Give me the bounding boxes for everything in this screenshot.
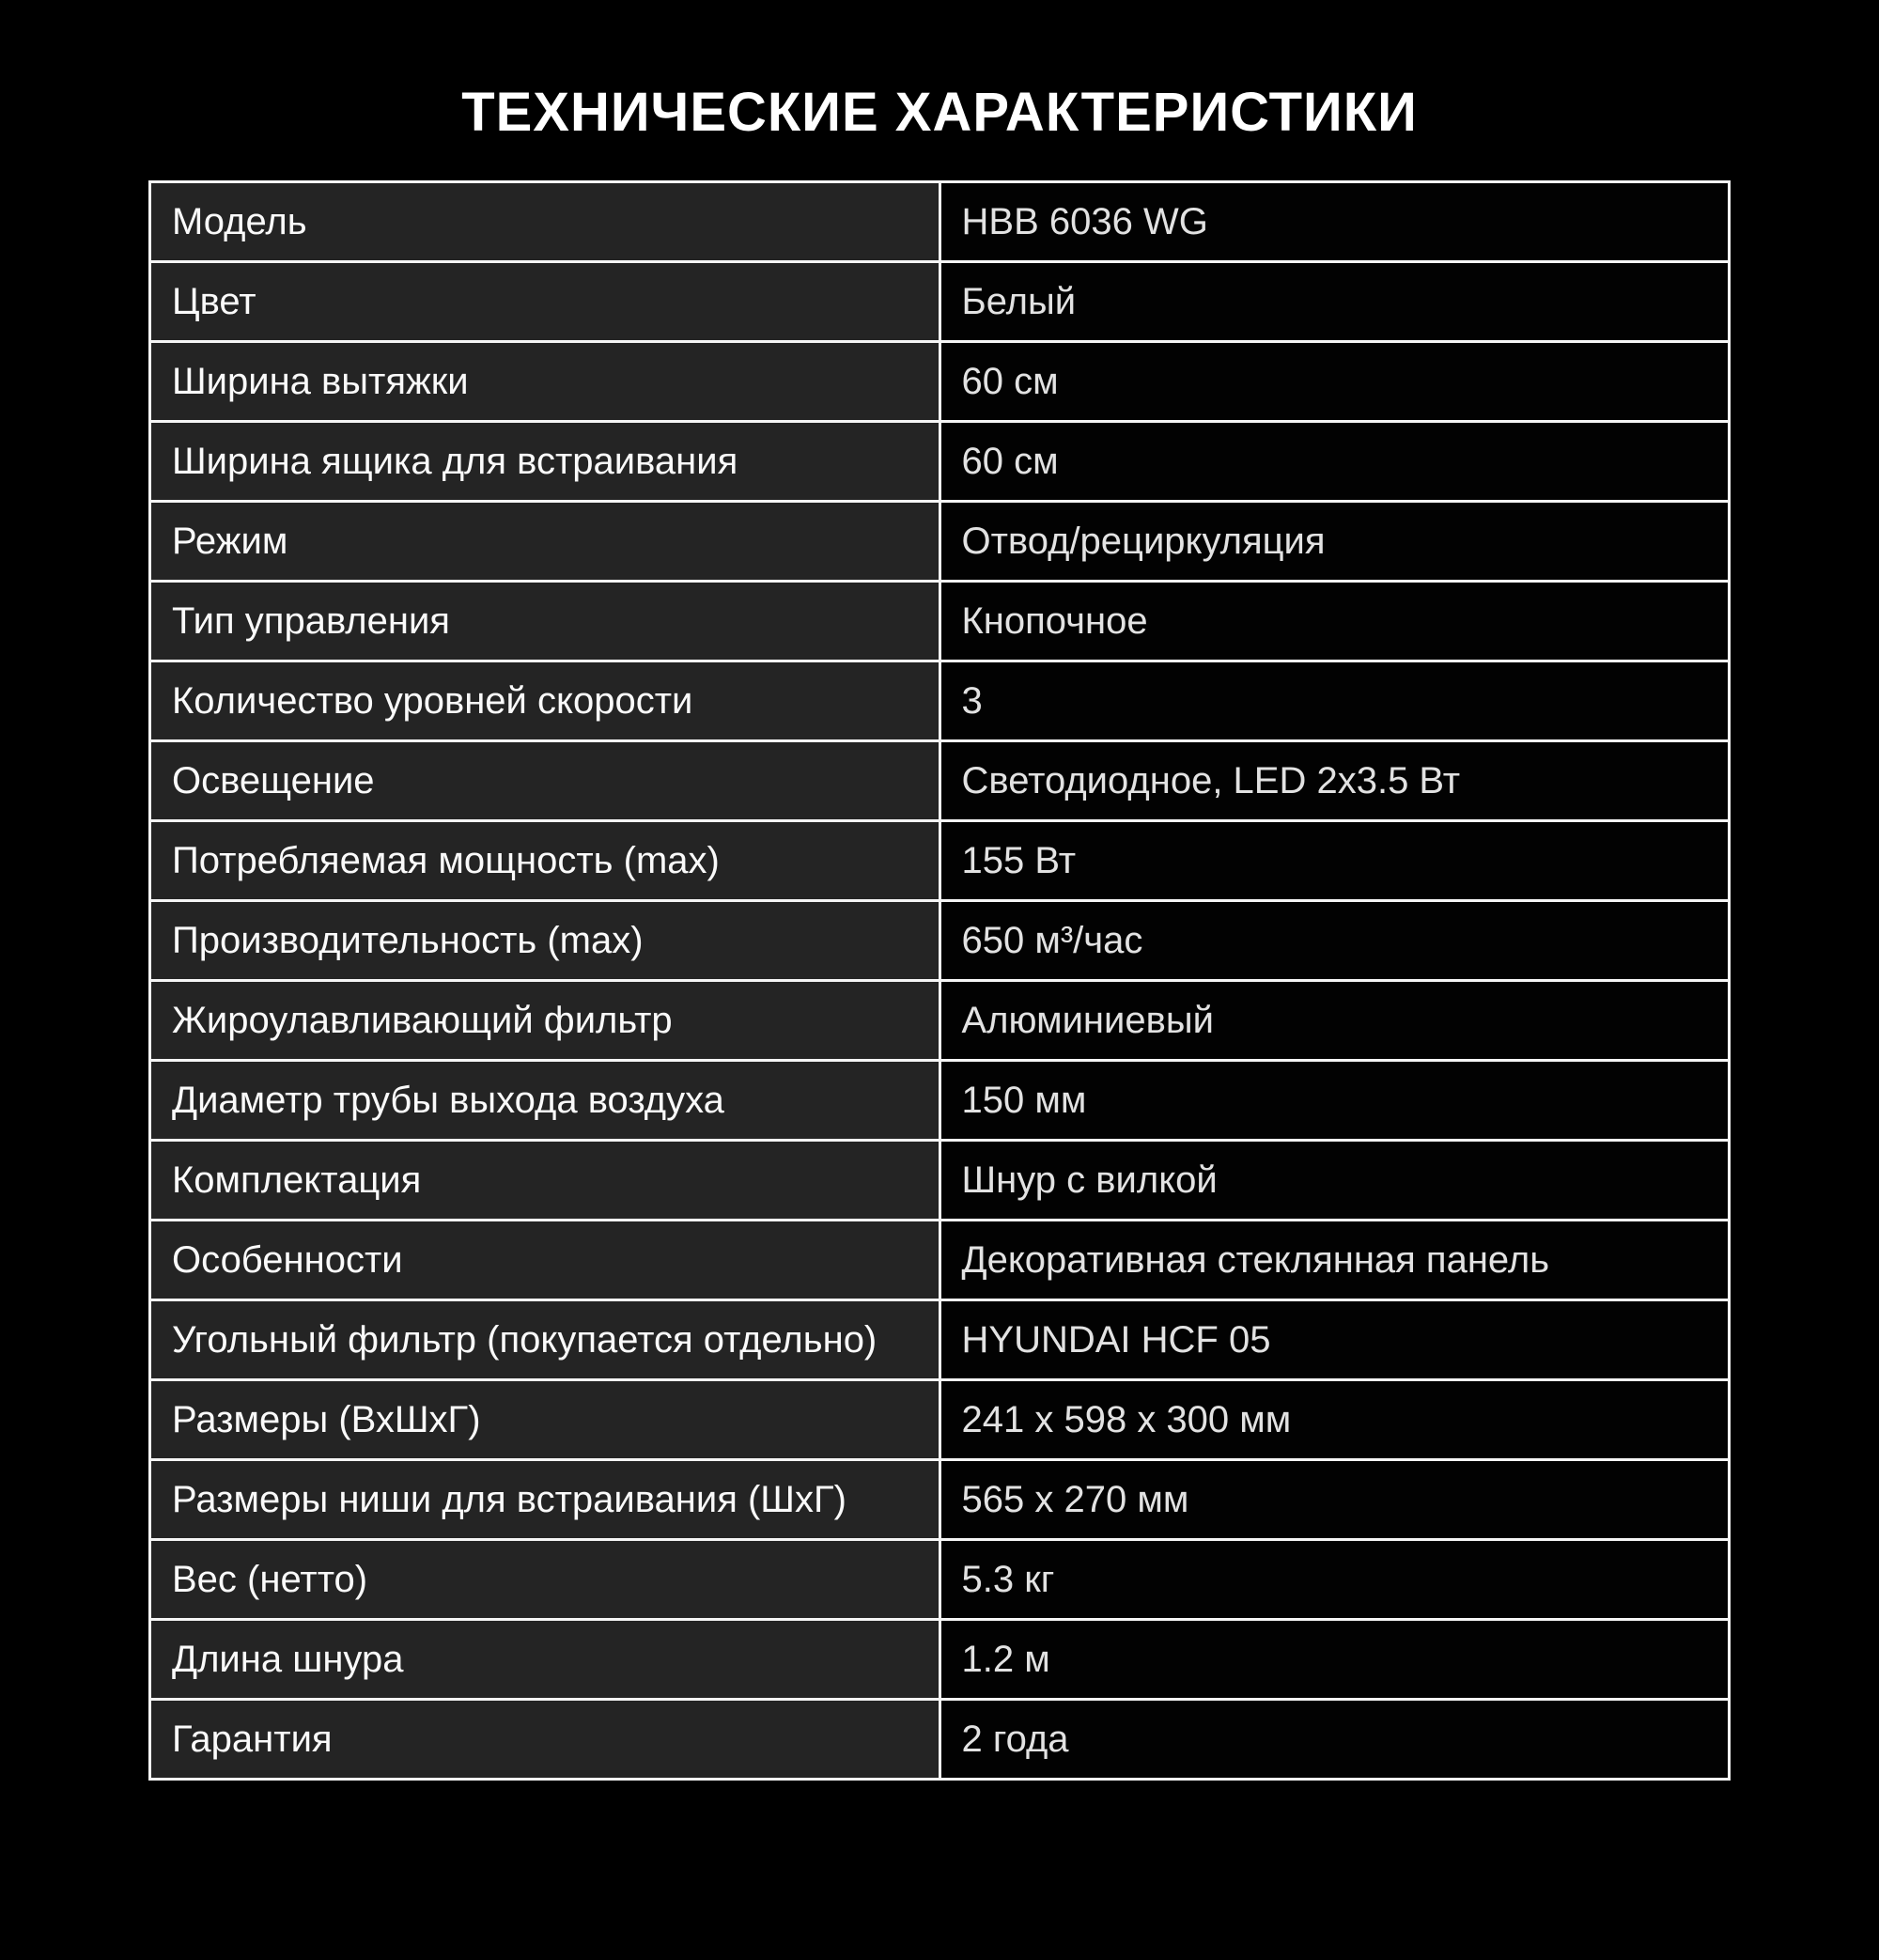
spec-label: Комплектация <box>150 1141 940 1221</box>
spec-row <box>150 342 1730 422</box>
spec-row <box>150 741 1730 821</box>
spec-row <box>150 182 1730 262</box>
spec-label: Цвет <box>150 262 940 342</box>
page-title: ТЕХНИЧЕСКИЕ ХАРАКТЕРИСТИКИ <box>461 82 1418 143</box>
spec-value: Отвод/рециркуляция <box>940 502 1730 582</box>
spec-row <box>150 901 1730 981</box>
spec-label: Жироулавливающий фильтр <box>150 981 940 1061</box>
spec-row <box>150 1540 1730 1620</box>
spec-value: 650 м³/час <box>940 901 1730 981</box>
spec-label: Размеры ниши для встраивания (ШхГ) <box>150 1460 940 1540</box>
spec-row <box>150 1141 1730 1221</box>
spec-value: 3 <box>940 661 1730 741</box>
spec-label: Ширина вытяжки <box>150 342 940 422</box>
spec-value: 60 см <box>940 342 1730 422</box>
spec-label: Особенности <box>150 1221 940 1300</box>
spec-value: Светодиодное, LED 2х3.5 Вт <box>940 741 1730 821</box>
spec-label: Ширина ящика для встраивания <box>150 422 940 502</box>
spec-row <box>150 1380 1730 1460</box>
spec-table <box>148 180 1731 1781</box>
spec-table-body <box>150 182 1730 1780</box>
spec-label: Тип управления <box>150 582 940 661</box>
spec-row <box>150 1300 1730 1380</box>
spec-value: Алюминиевый <box>940 981 1730 1061</box>
spec-row <box>150 262 1730 342</box>
spec-value: Шнур с вилкой <box>940 1141 1730 1221</box>
spec-value: 150 мм <box>940 1061 1730 1141</box>
spec-label: Модель <box>150 182 940 262</box>
spec-value: 155 Вт <box>940 821 1730 901</box>
spec-row <box>150 502 1730 582</box>
spec-value: 2 года <box>940 1700 1730 1780</box>
spec-row <box>150 1221 1730 1300</box>
spec-value: Белый <box>940 262 1730 342</box>
spec-label: Производительность (max) <box>150 901 940 981</box>
spec-row <box>150 1620 1730 1700</box>
spec-label: Диаметр трубы выхода воздуха <box>150 1061 940 1141</box>
spec-value: 1.2 м <box>940 1620 1730 1700</box>
spec-label: Угольный фильтр (покупается отдельно) <box>150 1300 940 1380</box>
spec-label: Потребляемая мощность (max) <box>150 821 940 901</box>
spec-value: HYUNDAI HCF 05 <box>940 1300 1730 1380</box>
spec-label: Режим <box>150 502 940 582</box>
spec-row <box>150 981 1730 1061</box>
spec-row <box>150 1061 1730 1141</box>
spec-label: Вес (нетто) <box>150 1540 940 1620</box>
spec-value: Декоративная стеклянная панель <box>940 1221 1730 1300</box>
spec-row <box>150 582 1730 661</box>
spec-row <box>150 1700 1730 1780</box>
spec-value: 565 х 270 мм <box>940 1460 1730 1540</box>
spec-label: Освещение <box>150 741 940 821</box>
spec-row <box>150 1460 1730 1540</box>
spec-row <box>150 422 1730 502</box>
spec-value: Кнопочное <box>940 582 1730 661</box>
spec-row <box>150 821 1730 901</box>
spec-value: 60 см <box>940 422 1730 502</box>
spec-label: Гарантия <box>150 1700 940 1780</box>
spec-value: 241 х 598 х 300 мм <box>940 1380 1730 1460</box>
spec-label: Длина шнура <box>150 1620 940 1700</box>
spec-value: HBB 6036 WG <box>940 182 1730 262</box>
spec-row <box>150 661 1730 741</box>
spec-label: Количество уровней скорости <box>150 661 940 741</box>
spec-label: Размеры (ВхШхГ) <box>150 1380 940 1460</box>
spec-value: 5.3 кг <box>940 1540 1730 1620</box>
